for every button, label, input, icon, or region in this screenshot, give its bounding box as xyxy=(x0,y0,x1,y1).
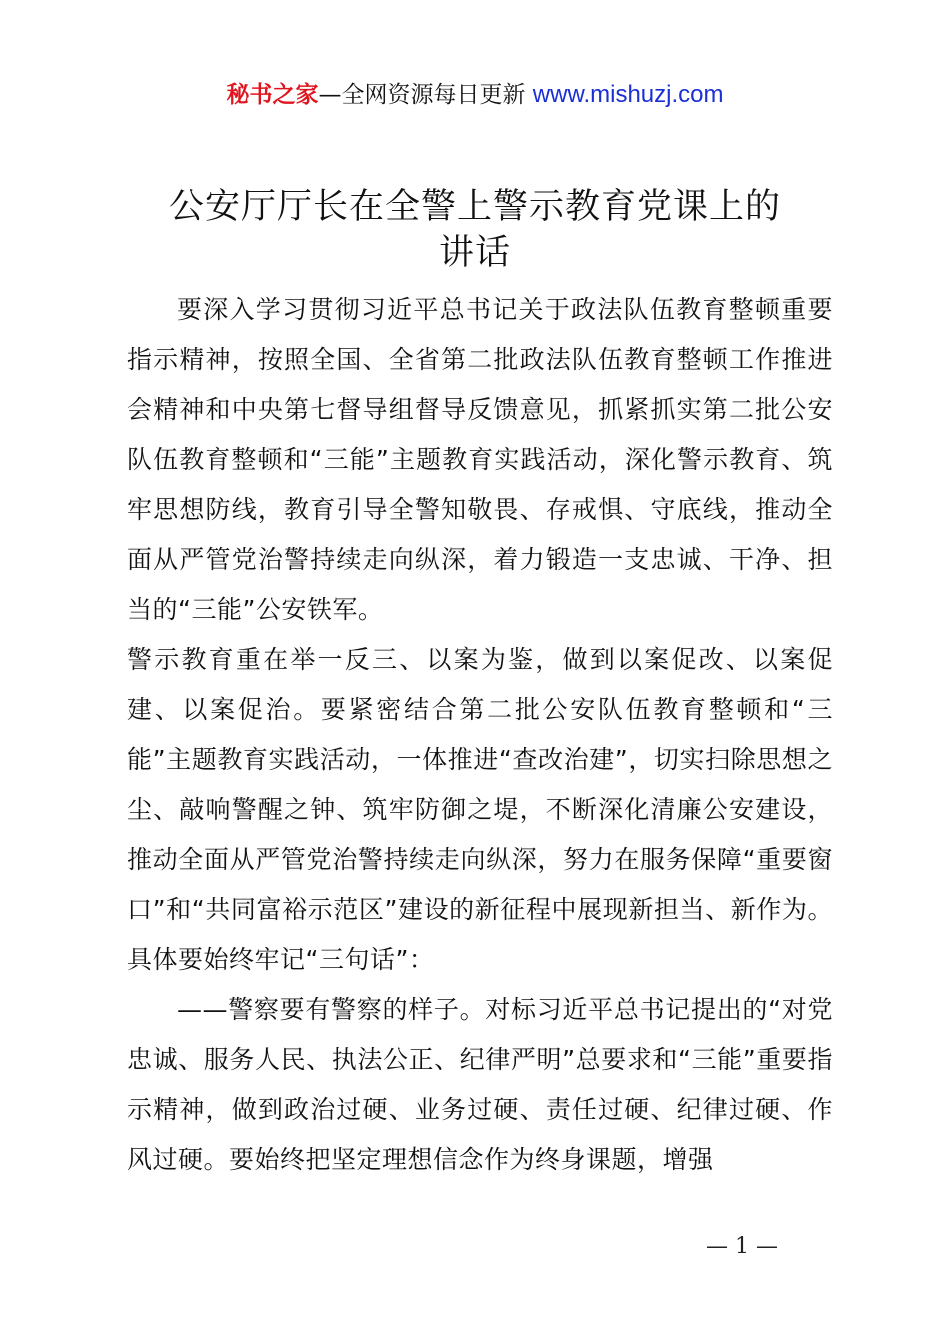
title-line-2: 讲话 xyxy=(438,233,511,273)
title-line-1: 公安厅厅长在全警上警示教育党课上的 xyxy=(168,187,781,227)
site-header xyxy=(0,80,950,110)
header-tagline: —全网资源每日更新 xyxy=(318,82,533,108)
paragraph-1: 要深入学习贯彻习近平总书记关于政法队伍教育整顿重要指示精神，按照全国、全省第二批政法队伍教育整顿工作推进会精神和中央第七督导组督导反馈意见，抓紧抓实第二批公安队伍教育整顿和“三能”主题教育实践活动，深化警示教育、筑牢思想防线，教育引导全警知敬畏、存戒惧、守底线，推动全面从严管党治警持续走向纵深，着力锻造一支忠诚、干净、担当的“三能”公安铁军。 xyxy=(127,295,833,624)
document-body xyxy=(127,285,833,1185)
paragraph-2: 警示教育重在举一反三、以案为鉴，做到以案促改、以案促建、以案促治。要紧密结合第二批公安队伍教育整顿和“三能”主题教育实践活动，一体推进“查改治建”，切实扫除思想之尘、敲响警醒之钟、筑牢防御之堤，不断深化清廉公安建设，推动全面从严管党治警持续走向纵深，努力在服务保障“重要窗口”和“共同富裕示范区”建设的新征程中展现新担当、新作为。具体要始终牢记“三句话”： xyxy=(127,645,833,974)
page-number: — 1 — xyxy=(706,1234,778,1259)
brand-name: 秘书之家 xyxy=(226,82,319,108)
site-url[interactable]: www.mishuzj.com xyxy=(532,81,724,108)
paragraph-3: ——警察要有警察的样子。对标习近平总书记提出的“对党忠诚、服务人民、执法公正、纪律严明”总要求和“三能”重要指示精神，做到政治过硬、业务过硬、责任过硬、纪律过硬、作风过硬。要始终把坚定理想信念作为终身课题，增强 xyxy=(127,995,833,1174)
document-title xyxy=(0,184,950,276)
